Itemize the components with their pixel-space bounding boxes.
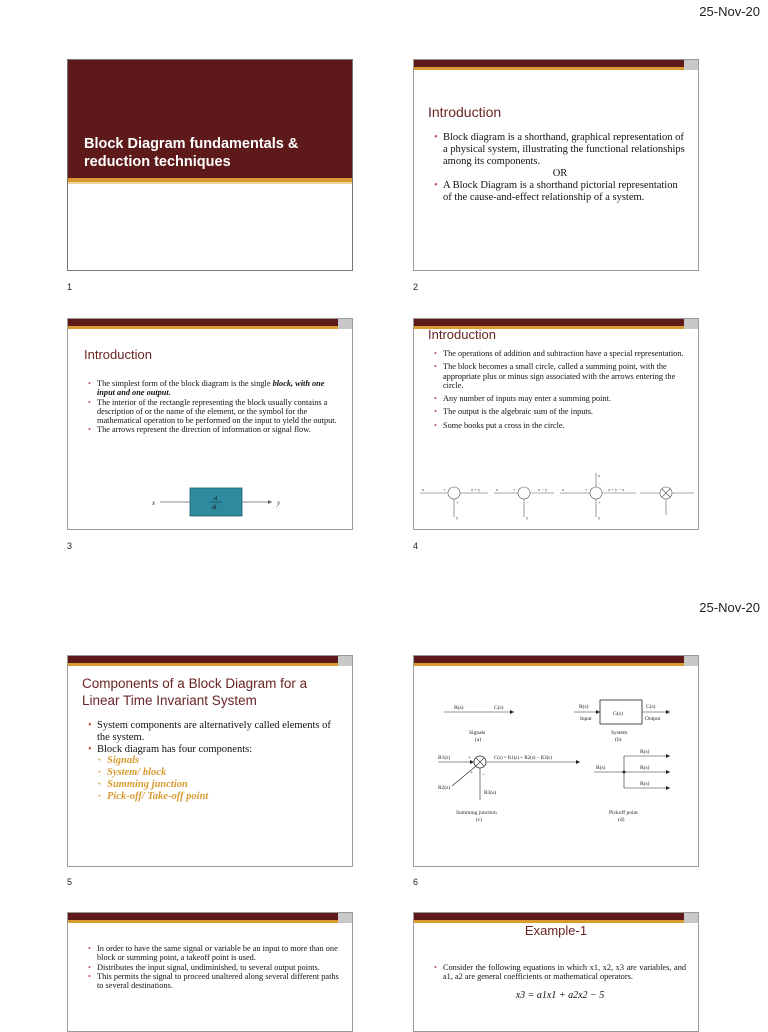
component-item: · Signals xyxy=(98,755,340,767)
system-sub: (b) xyxy=(615,737,622,743)
sj-input-x: x xyxy=(422,487,425,492)
system-input: Input xyxy=(580,716,592,722)
sj-input-x: x xyxy=(562,487,565,492)
sj-plus: + xyxy=(468,755,472,761)
sj-r2: R2(s) xyxy=(438,785,451,791)
block-output-label: y xyxy=(277,499,281,507)
bullet: • The operations of addition and subtraction have a special representation. xyxy=(434,349,686,358)
slide-number: 4 xyxy=(413,541,419,551)
bullet: • System components are alternatively called elements of the system. xyxy=(88,720,340,744)
block-diagram-components xyxy=(414,670,699,860)
component-item: · Pick-off/ Take-off point xyxy=(98,791,340,803)
slide-number: 3 xyxy=(67,541,73,551)
signals-sub: (a) xyxy=(475,737,482,743)
bullet: • A Block Diagram is a shorthand pictorial representation of the cause-and-effect relationship of a system. xyxy=(434,180,686,204)
component-item: · Summing junction xyxy=(98,779,340,791)
system-g: G(s) xyxy=(613,711,623,717)
bar-cap xyxy=(684,913,698,923)
bullet: • Distributes the input signal, undiminished, to several output points. xyxy=(88,963,340,972)
slide-title: Introduction xyxy=(428,327,496,342)
slide-6[interactable] xyxy=(413,655,699,867)
bullet: • The arrows represent the direction of information or signal flow. xyxy=(88,425,340,434)
bullet xyxy=(88,379,340,398)
slide-2[interactable] xyxy=(413,59,699,271)
bullet: • Some books put a cross in the circle. xyxy=(434,421,686,430)
signal-r: R(s) xyxy=(454,705,464,711)
bar-cap xyxy=(338,656,352,666)
bullet-text: The simplest form of the block diagram is the single xyxy=(97,379,273,388)
slide-title: Components of a Block Diagram for a Linear Time Invariant System xyxy=(82,676,308,708)
bullet: • The interior of the rectangle representing the block usually contains a description of or the name of the element, or the symbol for the mathematical operation to be performed on the input to yield the output. xyxy=(88,398,340,426)
slide-number: 2 xyxy=(413,282,419,292)
or-text: OR xyxy=(552,168,568,180)
slide-body xyxy=(434,132,686,204)
sj-sign: − xyxy=(526,500,529,505)
page-date: 25-Nov-20 xyxy=(699,600,760,615)
slide-body xyxy=(434,963,686,1001)
pickoff-sub: (d) xyxy=(618,817,625,823)
top-bar xyxy=(414,656,698,663)
top-bar xyxy=(68,319,352,326)
slide-title: Block Diagram fundamentals & reduction techniques xyxy=(84,136,299,171)
sj-input-y: y xyxy=(526,515,529,520)
slide-7[interactable] xyxy=(67,912,353,1032)
block-input-label: x xyxy=(152,499,156,507)
sj-sign: − xyxy=(598,481,601,486)
sj-sign: + xyxy=(513,487,516,492)
bullet: • The block becomes a small circle, called a summing point, with the appropriate plus or minus sign associated with the arrows entering the circle. xyxy=(434,362,686,390)
gold-bar xyxy=(414,663,684,666)
sj-c: C(s) = R1(s) + R2(s) − R3(s) xyxy=(494,756,552,761)
gold-bar xyxy=(414,67,684,70)
junction-sub: (c) xyxy=(476,817,483,823)
top-bar xyxy=(68,656,352,663)
sj-minus: − xyxy=(482,772,486,778)
slide-3[interactable] xyxy=(67,318,353,530)
bullet: • This permits the signal to proceed unaltered along several different paths to several destinations. xyxy=(88,972,340,991)
top-bar xyxy=(414,319,698,326)
gold-bar xyxy=(68,920,338,923)
bar-cap xyxy=(684,319,698,329)
bullet: • In order to have the same signal or variable be an input to more than one block or summing point, a takeoff point is used. xyxy=(88,944,340,963)
pickoff-r: R(s) xyxy=(640,749,650,755)
sj-r3: R3(s) xyxy=(484,790,497,796)
signal-c: C(s) xyxy=(494,705,504,711)
bullet: • Any number of inputs may enter a summing point. xyxy=(434,394,686,403)
pickoff-r: R(s) xyxy=(640,781,650,787)
pickoff-r: R(s) xyxy=(596,765,606,771)
gold-bar xyxy=(68,326,338,329)
pickoff-caption: Pickoff point xyxy=(609,810,638,816)
summing-point-diagrams xyxy=(414,471,699,527)
bullet-emphasis: block, with one input and one output. xyxy=(97,379,325,398)
equation: x3 = a1x1 + a2x2 − 5 xyxy=(515,989,605,1001)
top-bar xyxy=(414,913,698,920)
bullet: • The output is the algebraic sum of the inputs. xyxy=(434,407,686,416)
system-output: Output xyxy=(645,716,661,722)
sj-output: x − y xyxy=(538,487,548,492)
light-stripe xyxy=(68,182,352,184)
sj-input-y: y xyxy=(598,515,601,520)
sj-input-y: y xyxy=(456,515,459,520)
slide-title: Introduction xyxy=(428,104,502,120)
system-r: R(s) xyxy=(579,704,589,710)
block-numerator: d xyxy=(214,496,217,502)
bullet: • Block diagram is a shorthand, graphical representation of a physical system, illustrating the functional relationships among its components. xyxy=(434,132,686,167)
slide-body xyxy=(88,379,340,435)
sj-r1: R1(s) xyxy=(438,755,451,761)
page-date: 25-Nov-20 xyxy=(699,4,760,19)
bar-cap xyxy=(338,319,352,329)
slide-title: Example-1 xyxy=(524,923,588,938)
sj-sign: + xyxy=(598,500,601,505)
slide-body xyxy=(88,720,340,802)
component-item: · System/ block xyxy=(98,767,340,779)
bullet: • Block diagram has four components: xyxy=(88,744,340,756)
slide-8[interactable] xyxy=(413,912,699,1032)
slide-number: 6 xyxy=(413,877,419,887)
sj-plus: + xyxy=(470,770,474,776)
bar-cap xyxy=(338,913,352,923)
slide-4[interactable] xyxy=(413,318,699,530)
slide-body xyxy=(434,349,686,430)
junction-caption: Summing junction xyxy=(456,810,497,816)
bullet: • Consider the following equations in which x1, x2, x3 are variables, and a1, a2 are general coefficients or mathematical operators. xyxy=(434,963,686,982)
top-bar xyxy=(68,913,352,920)
pickoff-r: R(s) xyxy=(640,765,650,771)
system-c: C(s) xyxy=(646,704,656,710)
sj-input-x: x xyxy=(496,487,499,492)
slide-number: 1 xyxy=(67,282,73,292)
single-block-diagram xyxy=(68,479,353,529)
sj-sign: + xyxy=(456,500,459,505)
block-denominator: dt xyxy=(212,505,217,511)
sj-sign: + xyxy=(443,487,446,492)
gold-bar xyxy=(68,663,338,666)
sj-sign: + xyxy=(585,487,588,492)
system-caption: System xyxy=(611,730,628,736)
sj-output: x + y − z xyxy=(608,487,625,492)
signals-caption: Signals xyxy=(469,730,486,736)
slide-1[interactable] xyxy=(67,59,353,271)
slide-title: Introduction xyxy=(84,347,152,362)
bar-cap xyxy=(684,60,698,70)
slide-body xyxy=(88,944,340,990)
top-bar xyxy=(414,60,698,67)
sj-output: x + y xyxy=(471,487,481,492)
sj-input-z: z xyxy=(598,473,600,478)
slide-number: 5 xyxy=(67,877,73,887)
slide-5[interactable] xyxy=(67,655,353,867)
bar-cap xyxy=(684,656,698,666)
